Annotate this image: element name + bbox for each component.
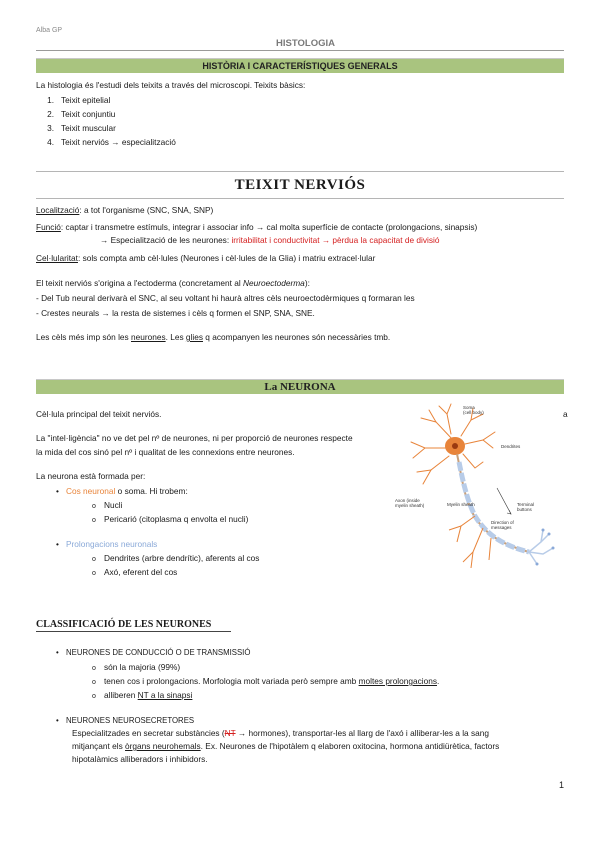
neuron-definition: Cèl·lula principal del teixit nerviós. — [36, 409, 162, 419]
section-heading-nervous-tissue: TEIXIT NERVIÓS — [36, 171, 564, 199]
neurosecretory-heading: • NEURONES NEUROSECRETORES — [56, 716, 195, 725]
list-item: 2. Teixit conjuntiu — [47, 109, 116, 119]
axon-label: Axon (inside myelin sheath) — [395, 498, 425, 508]
intelligence-a: a — [563, 409, 568, 419]
page-number: 1 — [558, 780, 564, 790]
list-item: 1. Teixit epitelial — [47, 95, 111, 105]
cell-body-item: • Cos neuronal o soma. Hi trobem: — [56, 486, 188, 496]
section-heading-history: HISTÒRIA I CARACTERÍSTIQUES GENERALS — [36, 58, 564, 73]
list-item: o Nucli — [92, 500, 123, 510]
cells-line: Les cèls més imp són les neurones. Les glies q acompanyen les neurones són necessàries tmb. — [36, 332, 391, 342]
neuron-diagram — [391, 402, 559, 591]
list-item: o tenen cos i prolongacions. Morfologia molt variada però sempre amb moltes prolongacions. — [92, 676, 440, 686]
origin-neural-tube: - Del Tub neural derivarà el SNC, al seu voltant hi haurà altres cèls neuroectodèrmiques q formaran les — [36, 293, 415, 303]
document-title: HISTOLOGIA — [276, 38, 335, 49]
myelin-label: Myelin sheath — [447, 502, 475, 507]
origin-line: El teixit nerviós s'origina a l'ectoderma (concretament al Neuroectoderma): — [36, 278, 310, 288]
header-divider — [36, 50, 564, 51]
list-item: o Dendrites (arbre dendrític), aferents al cos — [92, 553, 260, 563]
formed-by: La neurona està formada per: — [36, 471, 146, 481]
terminal-label: Terminal buttons — [517, 502, 535, 512]
localization-line: Localització: a tot l'organisme (SNC, SNA, SNP) — [36, 205, 214, 215]
dendrites-label: Dendrites — [501, 444, 521, 449]
list-item: 3. Teixit muscular — [47, 123, 116, 133]
neurosecretory-text-2: mitjançant els òrgans neurohemals. Ex. Neurones de l'hipotàlem q elaboren oxitocina, hormona antidiürètica, factors — [72, 741, 500, 751]
nucleus-shape — [452, 443, 458, 449]
list-item: o Pericarió (citoplasma q envolta el nucli) — [92, 514, 249, 524]
conduction-neurons-heading: • NEURONES DE CONDUCCIÓ O DE TRANSMISSIÓ — [56, 648, 251, 657]
prolongations-item: • Prolongacions neuronals — [56, 539, 158, 549]
list-item: o Axó, eferent del cos — [92, 567, 178, 577]
specialization-line: → Especialització de les neurones: irritabilitat i conductivitat → pèrdua la capacitat de divisió — [100, 235, 440, 245]
list-item: o alliberen NT a la sinapsi — [92, 690, 193, 700]
origin-neural-crest: - Crestes neurals → la resta de sistemes i cèls q formen el SNP, SNA, SNE. — [36, 308, 315, 318]
neurosecretory-text-1: Especialitzades en secretar substàncies (NT → hormones), transportar-les al llarg de l'axó i alliberar-les a la sang — [72, 728, 489, 738]
neurosecretory-text-3: hipotalàmics alliberadors i inhibidors. — [72, 754, 208, 764]
list-item: o són la majoria (99%) — [92, 662, 181, 672]
list-item: 4. Teixit nerviós → especialització — [47, 137, 176, 147]
classification-heading: CLASSIFICACIÓ DE LES NEURONES — [36, 619, 231, 632]
author-name: Alba GP — [36, 27, 63, 34]
section-heading-neuron: La NEURONA — [36, 379, 564, 394]
soma-label: Soma (cell body) — [463, 405, 484, 415]
intelligence-line-1: La "intel·ligència" no ve det pel nº de neurones, ni per proporció de neurones respecte — [36, 433, 353, 443]
neuron-illustration — [391, 402, 559, 591]
cellularity-line: Cel·lularitat: sols compta amb cèl·lules (Neurones i cèl·lules de la Glia) i matriu extracel·lular — [36, 253, 376, 263]
intelligence-line-2: la mida del cos sinó pel nº i qualitat de les connexions entre neurones. — [36, 447, 295, 457]
direction-label: Direction of messages — [491, 520, 514, 530]
histology-intro: La histologia és l'estudi dels teixits a través del microscopi. Teixits bàsics: — [36, 80, 306, 90]
function-line: Funció: captar i transmetre estímuls, integrar i associar info → cal molta superfície de contacte (prolongacions, sinapsis) — [36, 222, 478, 232]
